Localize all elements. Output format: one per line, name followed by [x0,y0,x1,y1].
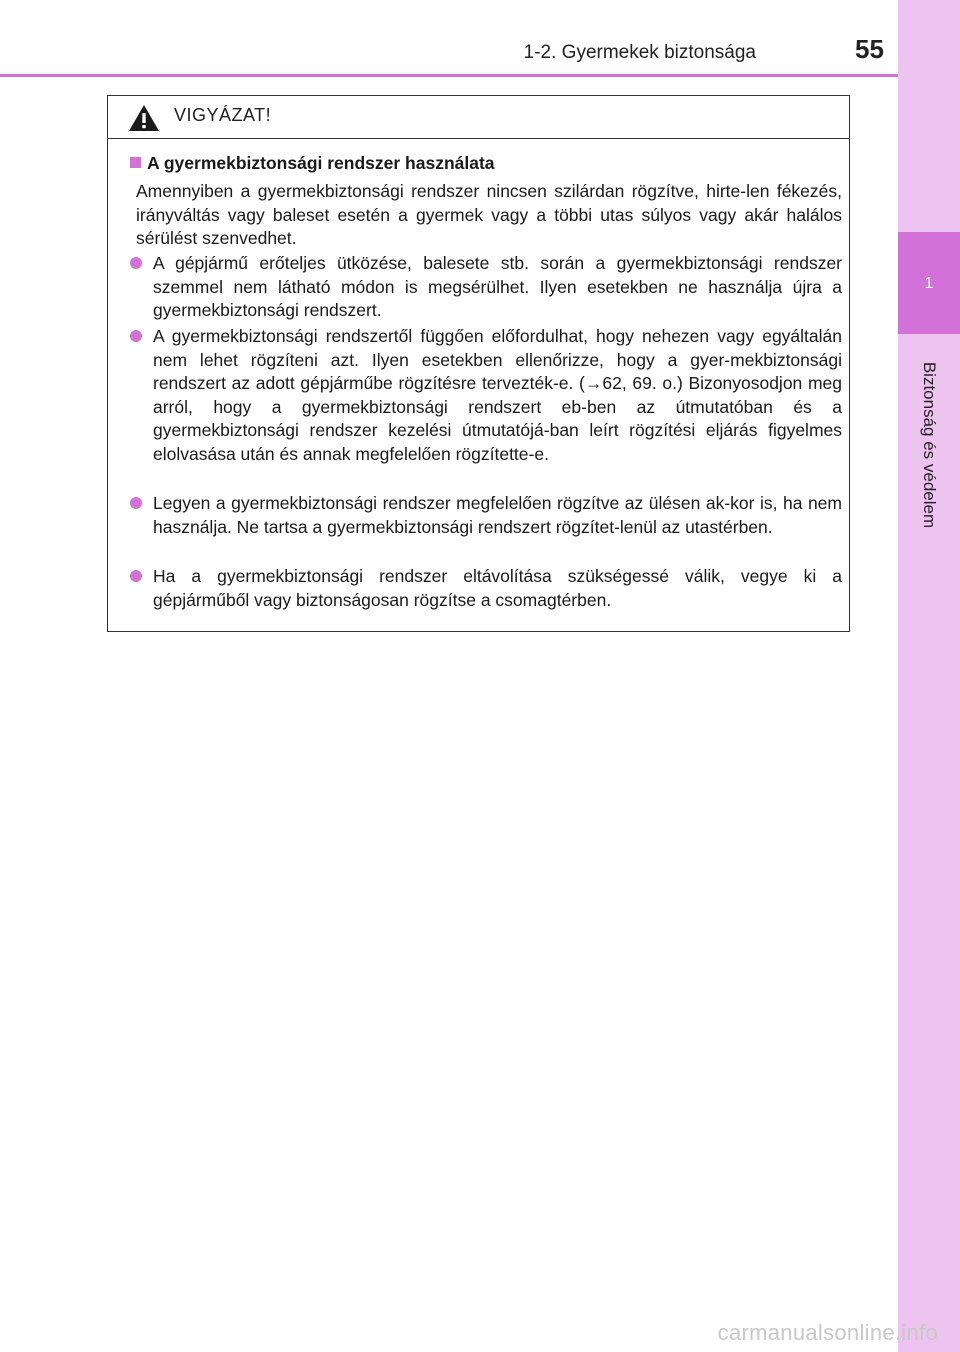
list-item [130,565,842,612]
list-item-text: A gyermekbiztonsági rendszertől függően előfordulhat, hogy nehezen vagy egyáltalán nem lehet rögzíteni azt. Ilyen esetekben ellenőrizze, hogy a gyer-mekbiztonsági rendszert az adott gépjárműbe rögzítésre tervezték-e. (→62, 69. o.) Bizonyosodjon meg arról, hogy a gyermekbiztonsági rendszert eb-ben az útmutatóban és a gyermekbiztonsági rendszer kezelési útmutatójá-ban leírt rögzítési eljárás figyelmes elolvasása után és annak megfelelően rögzítette-e. [153,326,842,464]
warning-title: VIGYÁZAT! [174,105,272,125]
bullet-dot-icon [130,570,142,582]
square-bullet-icon [130,157,141,168]
section-heading-text: A gyermekbiztonsági rendszer használata [147,153,495,173]
warning-intro: Amennyiben a gyermekbiztonsági rendszer nincsen szilárdan rögzítve, hirte-len fékezés, irányváltás vagy baleset esetén a gyermek vagy a többi utas súlyos vagy akár halálos sérülést szenvedhet. [136,181,842,248]
chapter-section-label: Biztonság és védelem [920,361,939,529]
list-item [130,492,842,539]
warning-triangle-icon [128,104,160,132]
bullet-dot-icon [130,257,142,269]
side-tab-strip [898,0,960,1352]
chapter-tab-number: 1 [924,275,934,292]
list-item [130,252,842,323]
header-section-title: 1-2. Gyermekek biztonsága [523,42,756,63]
warning-section-heading [130,153,495,174]
list-item-text: Legyen a gyermekbiztonsági rendszer megfelelően rögzítve az ülésen ak-kor is, ha nem használja. Ne tartsa a gyermekbiztonsági rendszert rögzítet-lenül az utastérben. [153,493,842,537]
list-item [130,325,842,466]
header-divider [0,74,898,77]
page-number: 55 [855,34,884,64]
bullet-dot-icon [130,330,142,342]
bullet-dot-icon [130,497,142,509]
warning-box [107,95,850,632]
list-item-text: Ha a gyermekbiztonsági rendszer eltávolítása szükségessé válik, vegye ki a gépjárműből vagy biztonságosan rögzítse a csomagtérben. [153,566,842,610]
warning-header [108,96,849,139]
watermark: carmanualsonline.info [717,1320,938,1345]
list-item-text: A gépjármű erőteljes ütközése, balesete stb. során a gyermekbiztonsági rendszer szemmel nem látható módon is megsérülhet. Ilyen esetekben ne használja újra a gyermekbiztonsági rendszert. [153,253,842,320]
